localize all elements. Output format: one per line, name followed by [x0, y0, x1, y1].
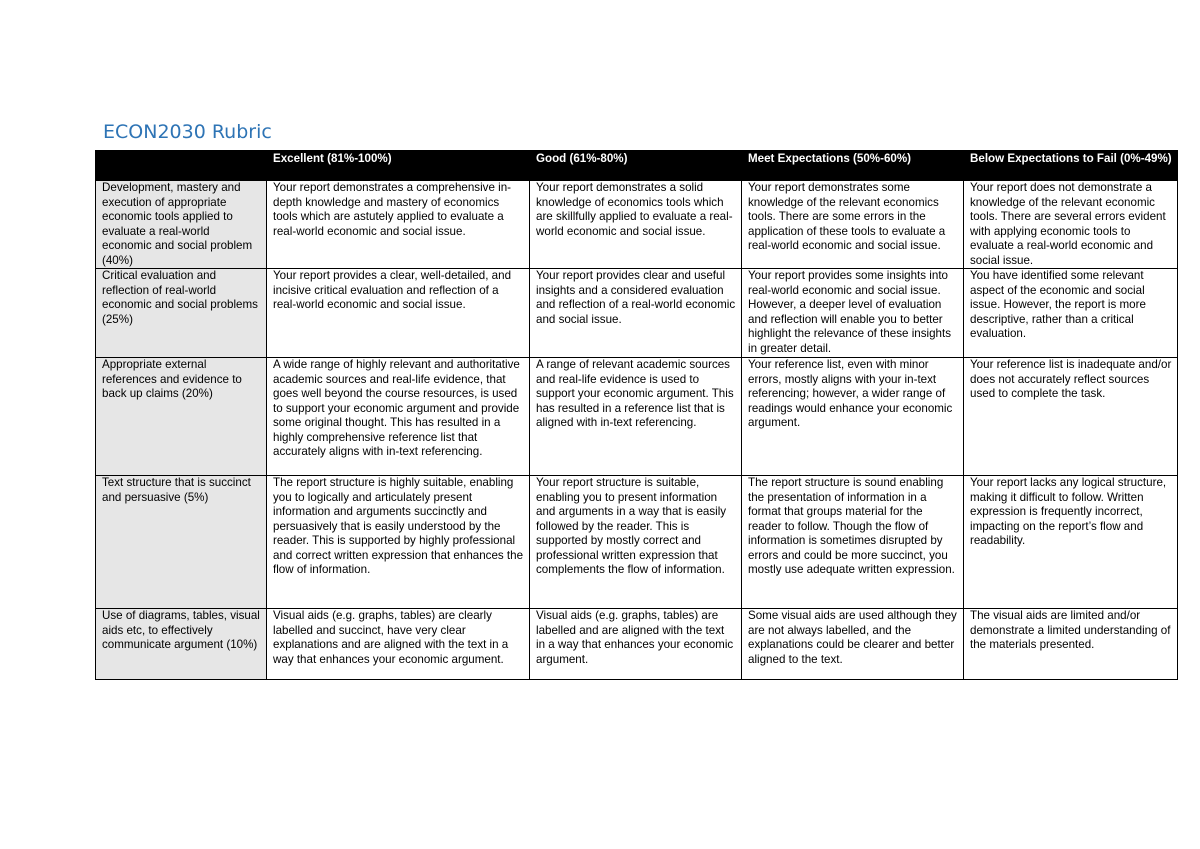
header-good: Good (61%-80%) [530, 151, 742, 181]
document-title: ECON2030 Rubric [103, 121, 272, 143]
table-row [96, 609, 1178, 680]
excellent-cell: Your report provides a clear, well-detailed, and incisive critical evaluation and reflection of a real-world economic and social issue. [267, 269, 530, 358]
meets-cell: Your report demonstrates some knowledge of the relevant economics tools. There are some errors in the application of these tools to evaluate a real-world economic and social issue. [742, 181, 964, 269]
table-row [96, 269, 1178, 358]
criterion-cell: Use of diagrams, tables, visual aids etc, to effectively communicate argument (10%) [96, 609, 267, 680]
header-below-expectations: Below Expectations to Fail (0%-49%) [964, 151, 1178, 181]
criterion-cell: Text structure that is succinct and persuasive (5%) [96, 476, 267, 609]
below-cell: Your report lacks any logical structure, making it difficult to follow. Written expression is frequently incorrect, impacting on the report’s flow and readability. [964, 476, 1178, 609]
header-criterion [96, 151, 267, 181]
good-cell: Visual aids (e.g. graphs, tables) are labelled and are aligned with the text in a way that enhances your economic argument. [530, 609, 742, 680]
table-row [96, 358, 1178, 476]
good-cell: Your report structure is suitable, enabling you to present information and arguments in a way that is easily followed by the reader. This is supported by mostly correct and professional written expression that complements the flow of information. [530, 476, 742, 609]
good-cell: A range of relevant academic sources and real-life evidence is used to support your economic argument. This has resulted in a reference list that is aligned with in-text referencing. [530, 358, 742, 476]
excellent-cell: Visual aids (e.g. graphs, tables) are clearly labelled and succinct, have very clear explanations and are aligned with the text in a way that enhances your economic argument. [267, 609, 530, 680]
meets-cell: Your reference list, even with minor errors, mostly aligns with your in-text referencing; however, a wider range of readings would enhance your economic argument. [742, 358, 964, 476]
header-meets-expectations: Meet Expectations (50%-60%) [742, 151, 964, 181]
below-cell: Your reference list is inadequate and/or does not accurately reflect sources used to complete the task. [964, 358, 1178, 476]
meets-cell: The report structure is sound enabling the presentation of information in a format that groups material for the reader to follow. Though the flow of information is sometimes disrupted by errors and could be more succinct, you mostly use adequate written expression. [742, 476, 964, 609]
good-cell: Your report provides clear and useful insights and a considered evaluation and reflection of a real-world economic and social issue. [530, 269, 742, 358]
table-row [96, 181, 1178, 269]
header-excellent: Excellent (81%-100%) [267, 151, 530, 181]
table-row [96, 476, 1178, 609]
excellent-cell: The report structure is highly suitable, enabling you to logically and articulately present information and arguments succinctly and persuasively that is easily understood by the reader. This is supported by highly professional and correct written expression that enhances the flow of information. [267, 476, 530, 609]
excellent-cell: Your report demonstrates a comprehensive in-depth knowledge and mastery of economics tools which are astutely applied to evaluate a real-world economic and social issue. [267, 181, 530, 269]
excellent-cell: A wide range of highly relevant and authoritative academic sources and real-life evidence, that goes well beyond the course resources, is used to support your economic argument and provide some original thought. This has resulted in a highly comprehensive reference list that accurately aligns with in-text referencing. [267, 358, 530, 476]
criterion-cell: Development, mastery and execution of appropriate economic tools applied to evaluate a real-world economic and social problem (40%) [96, 181, 267, 269]
good-cell: Your report demonstrates a solid knowledge of economics tools which are skillfully applied to evaluate a real-world economic and social issue. [530, 181, 742, 269]
meets-cell: Some visual aids are used although they are not always labelled, and the explanations could be clearer and better aligned to the text. [742, 609, 964, 680]
rubric-table [95, 150, 1178, 680]
criterion-cell: Appropriate external references and evidence to back up claims (20%) [96, 358, 267, 476]
below-cell: The visual aids are limited and/or demonstrate a limited understanding of the materials presented. [964, 609, 1178, 680]
below-cell: Your report does not demonstrate a knowledge of the relevant economic tools. There are several errors evident with applying economic tools to evaluate a real-world economic and social issue. [964, 181, 1178, 269]
criterion-cell: Critical evaluation and reflection of real-world economic and social problems (25%) [96, 269, 267, 358]
meets-cell: Your report provides some insights into real-world economic and social issue. However, a deeper level of evaluation and reflection will enable you to better highlight the relevance of these insights in greater detail. [742, 269, 964, 358]
rubric-header-row [96, 151, 1178, 181]
below-cell: You have identified some relevant aspect of the economic and social issue. However, the report is more descriptive, rather than a critical evaluation. [964, 269, 1178, 358]
